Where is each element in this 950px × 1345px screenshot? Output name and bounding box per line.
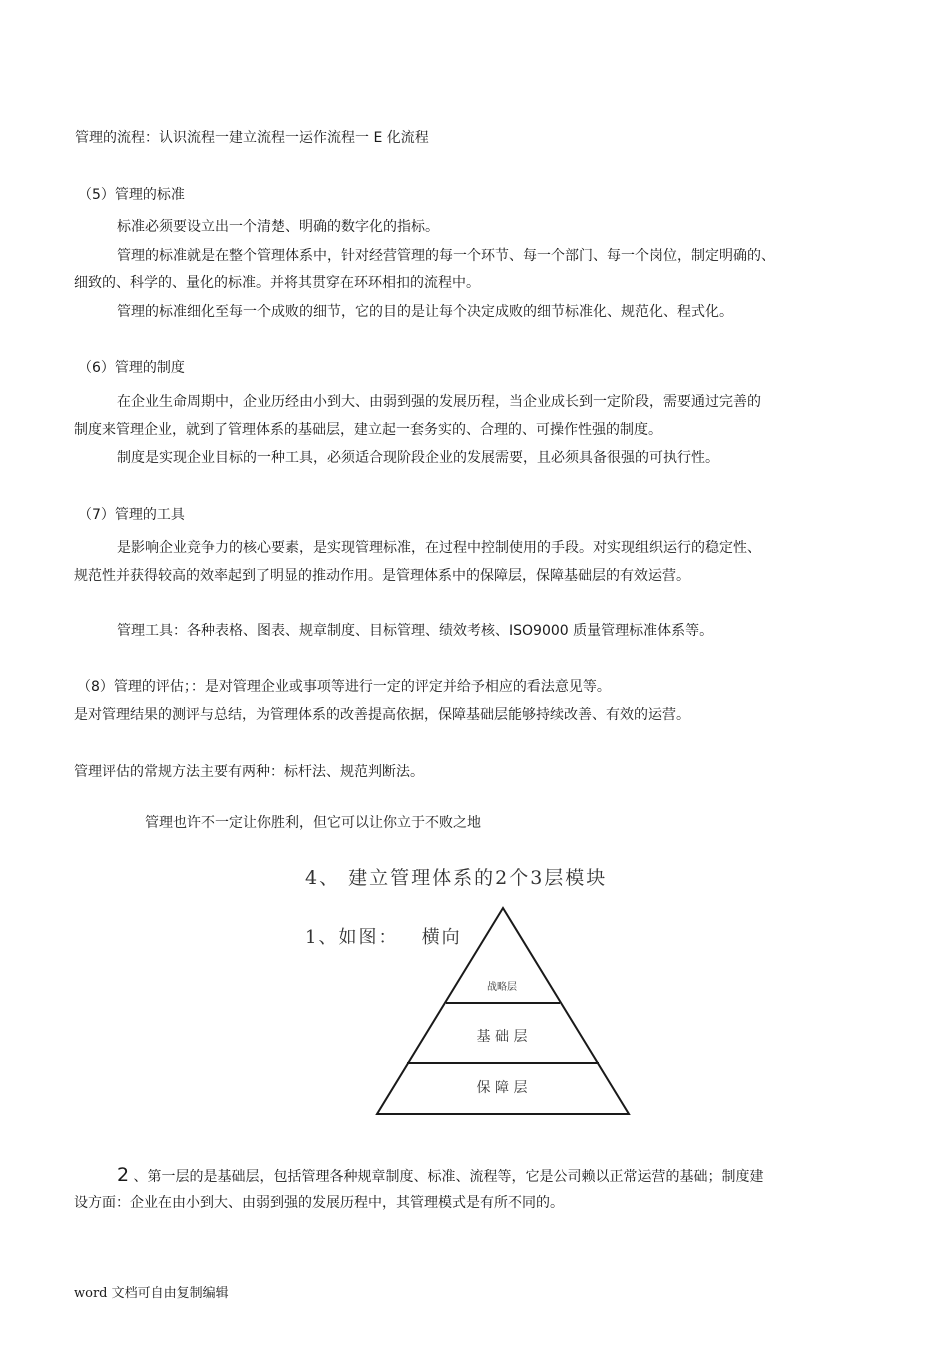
paragraph: 管理评估的常规方法主要有两种：标杆法、规范判断法。: [74, 764, 424, 780]
paragraph: 规范性并获得较高的效率起到了明显的推动作用。是管理体系中的保障层，保障基础层的有效运营。: [74, 568, 690, 584]
figure-subtitle: 1、如图： 横向: [305, 927, 462, 948]
paragraph-number: 2: [117, 1164, 130, 1186]
foundation-layer-label: 基 础 层: [476, 1029, 528, 1045]
figure-title: 4、 建立管理体系的2个3层模块: [305, 867, 608, 889]
paragraph-text: 、第一层的是基础层，包括管理各种规章制度、标准、流程等，它是公司赖以正常运营的基础；制度建: [133, 1169, 764, 1185]
paragraph: 制度来管理企业，就到了管理体系的基础层，建立起一套务实的、合理的、可操作性强的制度。: [74, 422, 662, 438]
paragraph: 细致的、科学的、量化的标准。并将其贯穿在环环相扣的流程中。: [74, 275, 480, 291]
process-line: 管理的流程：认识流程一建立流程一运作流程一 E 化流程: [75, 130, 429, 146]
paragraph: 是对管理结果的测评与总结，为管理体系的改善提高依据，保障基础层能够持续改善、有效的运营。: [74, 707, 690, 723]
strategy-layer-label: 战略层: [487, 982, 517, 993]
section-heading-5: （5）管理的标准: [78, 187, 185, 203]
paragraph: 设方面：企业在由小到大、由弱到强的发展历程中，其管理模式是有所不同的。: [74, 1195, 564, 1211]
section-heading-6: （6）管理的制度: [78, 360, 185, 376]
support-layer-label: 保 障 层: [476, 1080, 528, 1096]
paragraph: 管理的标准细化至每一个成败的细节，它的目的是让每个决定成败的细节标准化、规范化、程式化。: [117, 304, 733, 320]
paragraph-2: [117, 1163, 764, 1189]
paragraph: 是影响企业竞争力的核心要素，是实现管理标准，在过程中控制使用的手段。对实现组织运行的稳定性、: [117, 540, 761, 556]
paragraph: 标准必须要设立出一个清楚、明确的数字化的指标。: [117, 219, 439, 235]
paragraph: 管理工具：各种表格、图表、规章制度、目标管理、绩效考核、ISO9000 质量管理标准体系等。: [117, 623, 714, 639]
paragraph: 管理的标准就是在整个管理体系中，针对经营管理的每一个环节、每一个部门、每一个岗位，制定明确的、: [117, 248, 775, 264]
paragraph: 在企业生命周期中，企业历经由小到大、由弱到强的发展历程，当企业成长到一定阶段，需要通过完善的: [117, 394, 761, 410]
section-heading-7: （7）管理的工具: [78, 507, 185, 523]
quote-line: 管理也许不一定让你胜利，但它可以让你立于不败之地: [145, 815, 481, 831]
paragraph: 制度是实现企业目标的一种工具，必须适合现阶段企业的发展需要，且必须具备很强的可执行性。: [117, 450, 719, 466]
footer-note: word 文档可自由复制编辑: [74, 1286, 229, 1301]
section-heading-8: （8）管理的评估；：是对管理企业或事项等进行一定的评定并给予相应的看法意见等。: [77, 679, 611, 695]
